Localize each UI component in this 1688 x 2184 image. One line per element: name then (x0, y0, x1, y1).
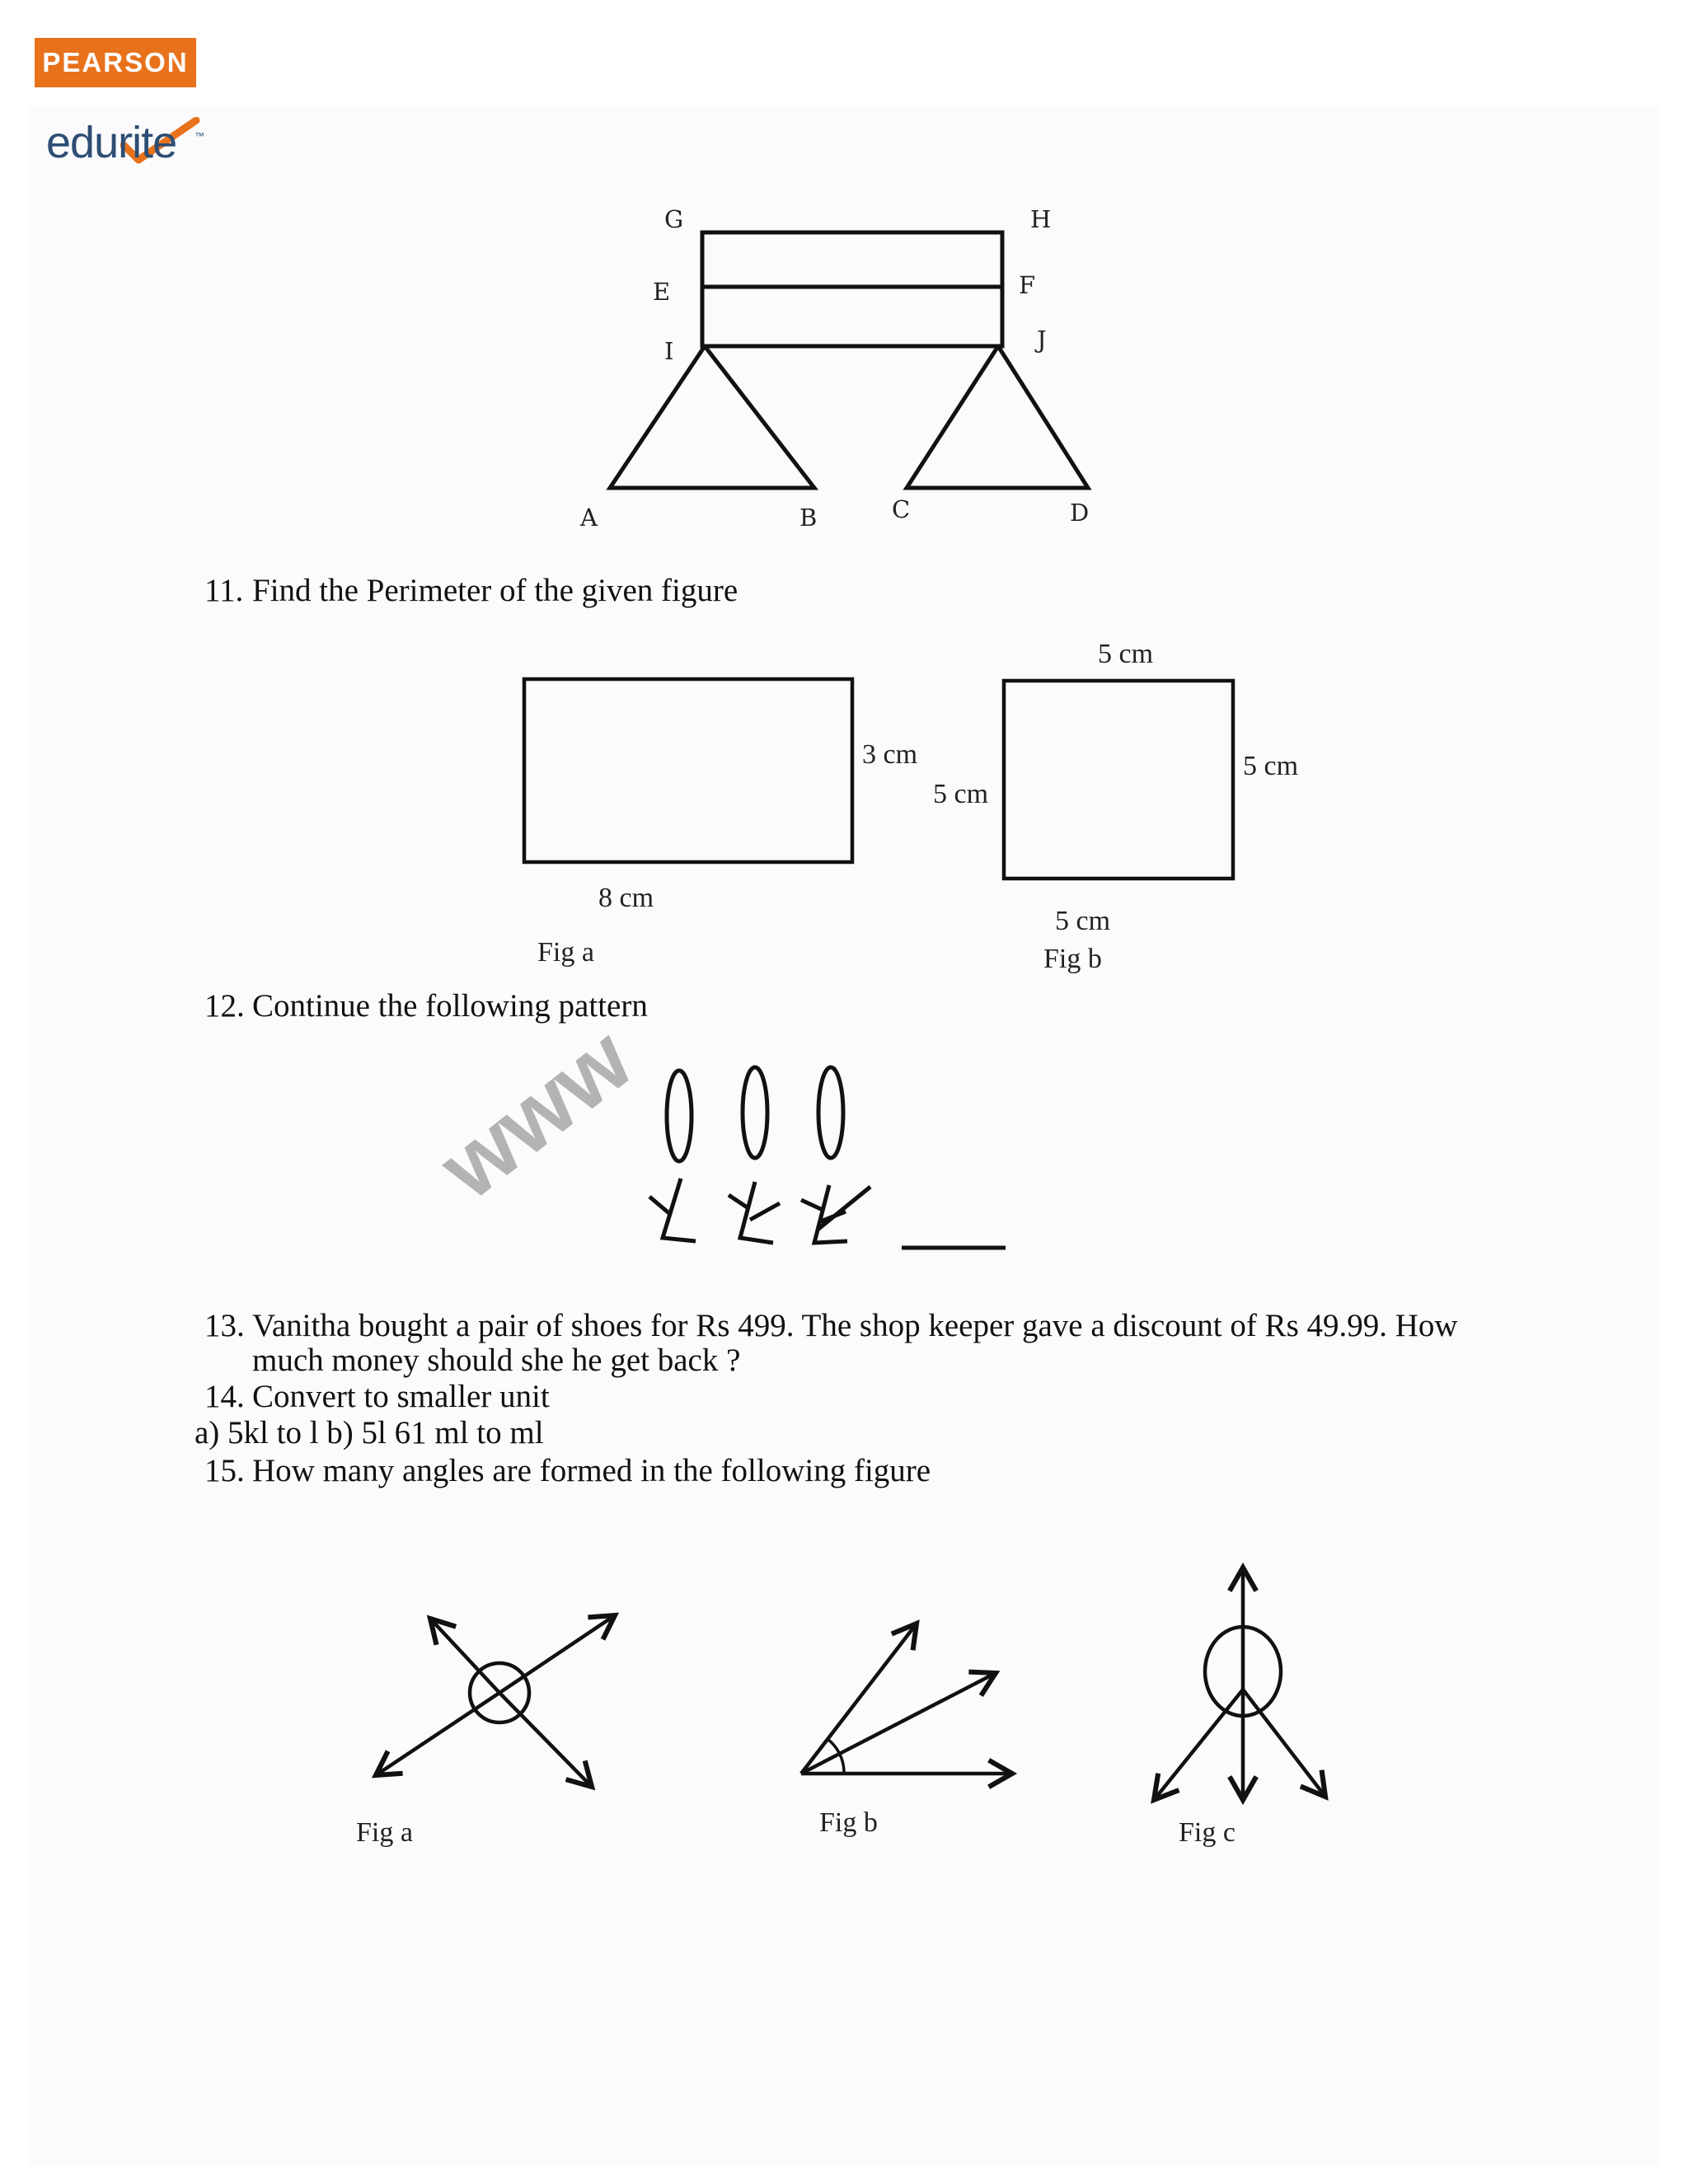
fig-b-left-label: 5 cm (933, 779, 989, 809)
trademark-symbol: ™ (195, 130, 204, 142)
question-number: 15. (204, 1453, 245, 1488)
label-g: G (664, 205, 684, 233)
question-text-line2: much money should she he get back ? (252, 1343, 741, 1378)
question-13-continued (252, 1343, 740, 1378)
question-text: Find the Perimeter of the given figure (252, 573, 738, 608)
label-e: E (653, 278, 671, 306)
label-a: A (580, 504, 598, 532)
question-text: Convert to smaller unit (252, 1379, 550, 1414)
question-11 (204, 574, 738, 608)
label-i: I (664, 337, 674, 365)
label-f: F (1019, 271, 1036, 299)
fig-a-caption: Fig a (356, 1817, 413, 1848)
label-h: H (1030, 205, 1052, 233)
edurite-logo-text: edurite (46, 118, 177, 167)
pearson-logo: PEARSON (35, 38, 196, 87)
fig-c-caption: Fig c (1179, 1817, 1236, 1848)
label-b: B (799, 504, 818, 532)
fig-b-right-label: 5 cm (1243, 751, 1299, 781)
fig-a-caption: Fig a (537, 937, 594, 968)
fig-b-bottom-label: 5 cm (1055, 906, 1111, 936)
angle-figures (330, 1541, 1368, 1887)
label-j: J (1037, 326, 1047, 354)
question-number: 12. (204, 988, 245, 1024)
figure-perimeter-shapes (495, 635, 1335, 997)
fig-a-width-label: 8 cm (598, 883, 654, 913)
label-d: D (1070, 499, 1090, 527)
question-number: 14. (204, 1379, 245, 1414)
fig-a-height-label: 3 cm (862, 739, 918, 770)
pearson-edurite-logo (35, 38, 204, 170)
question-15 (204, 1454, 931, 1488)
question-number: 11. (204, 573, 244, 608)
fig-b-caption: Fig b (819, 1807, 878, 1838)
fig-b-caption: Fig b (1043, 944, 1102, 974)
question-13 (204, 1309, 1458, 1343)
question-text: How many angles are formed in the following figure (252, 1453, 931, 1488)
question-text-line1: Vanitha bought a pair of shoes for Rs 499. The shop keeper gave a discount of Rs 49.99. How (252, 1308, 1458, 1343)
question-text: Continue the following pattern (252, 988, 648, 1024)
question-number: 13. (204, 1308, 245, 1343)
fig-b-top-label: 5 cm (1098, 639, 1154, 669)
question-14-parts (195, 1416, 544, 1451)
watermark: www (421, 1008, 651, 1219)
label-c: C (892, 495, 911, 523)
question-14 (204, 1380, 550, 1414)
figure-rect-triangles (560, 198, 1121, 544)
pattern-figure (626, 1055, 1022, 1269)
question-parts: a) 5kl to l b) 5l 61 ml to ml (195, 1415, 544, 1451)
